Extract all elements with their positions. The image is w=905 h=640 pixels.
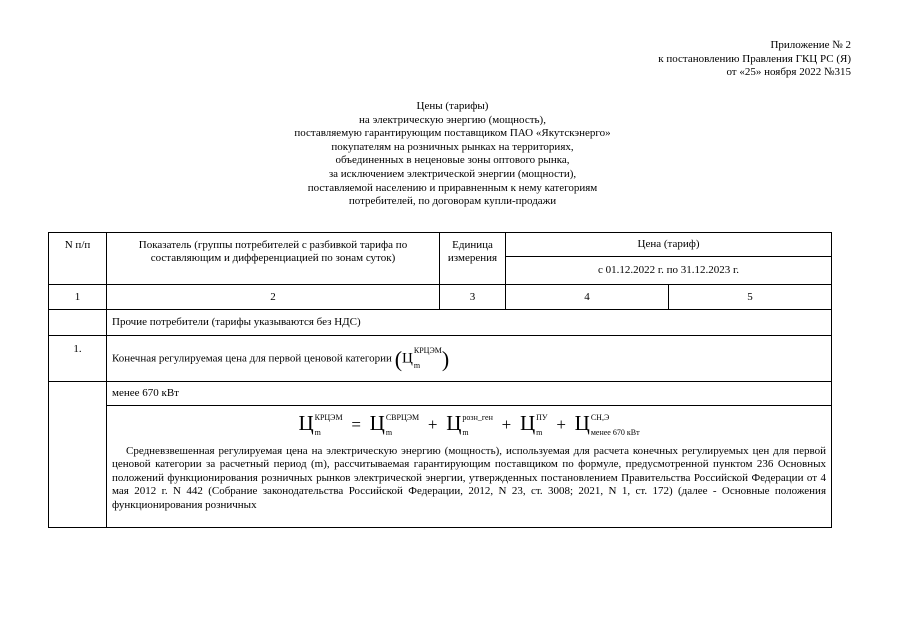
row-final-price-text: Конечная регулируемая цена для первой ценовой категории [112, 352, 392, 365]
col-number: 5 [669, 285, 832, 310]
col-number: 3 [440, 285, 506, 310]
title-line: за исключением электрической энергии (мощности), [328, 167, 577, 180]
empty-cell [49, 382, 107, 528]
col-number: 4 [506, 285, 669, 310]
appendix-line-1: Приложение № 2 [770, 39, 851, 51]
row-number: 1. [49, 336, 107, 382]
row-final-price [107, 336, 832, 382]
formula-superscript: СН,Э [590, 412, 610, 422]
formula-superscript: КРЦЭМ [314, 412, 343, 422]
table-row [49, 406, 832, 528]
formula-plus: + [556, 415, 566, 434]
col-number: 2 [107, 285, 440, 310]
paren-open: ( [394, 346, 403, 371]
formula-subscript: m [536, 427, 543, 437]
table-row [49, 336, 832, 382]
formula-superscript: розн_ген [462, 412, 493, 422]
formula-symbol: Ц [446, 411, 462, 435]
paren-close: ) [441, 346, 450, 371]
formula [112, 406, 826, 442]
formula-subscript: m [314, 427, 321, 437]
title-line: покупателям на розничных рынках на территориях, [331, 140, 574, 153]
header-period: с 01.12.2022 г. по 31.12.2023 г. [506, 257, 832, 285]
formula-plus: + [501, 415, 512, 434]
formula-symbol: Ц [369, 411, 385, 435]
table-row [49, 382, 832, 406]
document-title [0, 100, 905, 209]
title-line: поставляемой населению и приравненным к нему категориям [307, 181, 598, 194]
appendix-header [658, 39, 851, 80]
price-symbol: Ц [402, 350, 413, 366]
appendix-line-3: от «25» ноября 2022 №315 [726, 66, 851, 78]
header-num: N п/п [49, 233, 107, 285]
formula-subscript: m [462, 427, 469, 437]
header-price: Цена (тариф) [506, 233, 832, 257]
price-superscript: КРЦЭМ [413, 345, 442, 355]
price-subscript: m [413, 360, 421, 370]
col-number: 1 [49, 285, 107, 310]
empty-cell [49, 310, 107, 336]
title-line: Цены (тарифы) [416, 100, 489, 112]
row-other-consumers: Прочие потребители (тарифы указываются без НДС) [107, 310, 832, 336]
formula-superscript: ПУ [536, 412, 548, 422]
row-less-670: менее 670 кВт [107, 382, 832, 406]
explanatory-paragraph: Средневзвешенная регулируемая цена на электрическую энергию (мощность), используемая для расчета конечных регулируемых цен для первой ценовой категории за расчетный период (m), рассчитываемая гарантирующим поставщиком по формуле, предусмотренной пунктом 236 Основных положений функционирования розничных рынков электрической энергии, утвержденных постановлением Правительства Российской Федерации от 4 мая 2012 г. N 442 (Собрание законодательства Российской Федерации, 2012, N 23, ст. 3008; 2021, N 1, ст. 172) (далее - Основные положения функционирования розничных [112, 445, 827, 511]
header-indicator: Показатель (группы потребителей с разбивкой тарифа по составляющим и дифференциацией по зонам суток) [107, 233, 440, 285]
tariff-table [48, 232, 832, 528]
header-row [49, 233, 832, 257]
formula-cell [107, 406, 832, 528]
title-line: потребителей, по договорам купли-продажи [348, 195, 557, 208]
column-numbers-row [49, 285, 832, 310]
appendix-line-2: к постановлению Правления ГКЦ РС (Я) [658, 52, 851, 65]
formula-symbol: Ц [574, 411, 590, 435]
formula-superscript: СВРЦЭМ [385, 412, 420, 422]
formula-equals: = [351, 415, 361, 434]
header-unit: Единица измерения [440, 233, 506, 285]
formula-subscript: менее 670 кВт [590, 427, 640, 437]
title-line: объединенных в неценовые зоны оптового рынка, [335, 154, 570, 167]
table-row [49, 310, 832, 336]
formula-symbol: Ц [298, 411, 314, 435]
formula-subscript: m [385, 427, 393, 437]
formula-plus: + [427, 415, 438, 434]
title-line: поставляемую гарантирующим поставщиком ПАО «Якутскэнерго» [294, 127, 611, 140]
title-line: на электрическую энергию (мощность), [359, 113, 546, 126]
formula-symbol: Ц [519, 411, 536, 435]
